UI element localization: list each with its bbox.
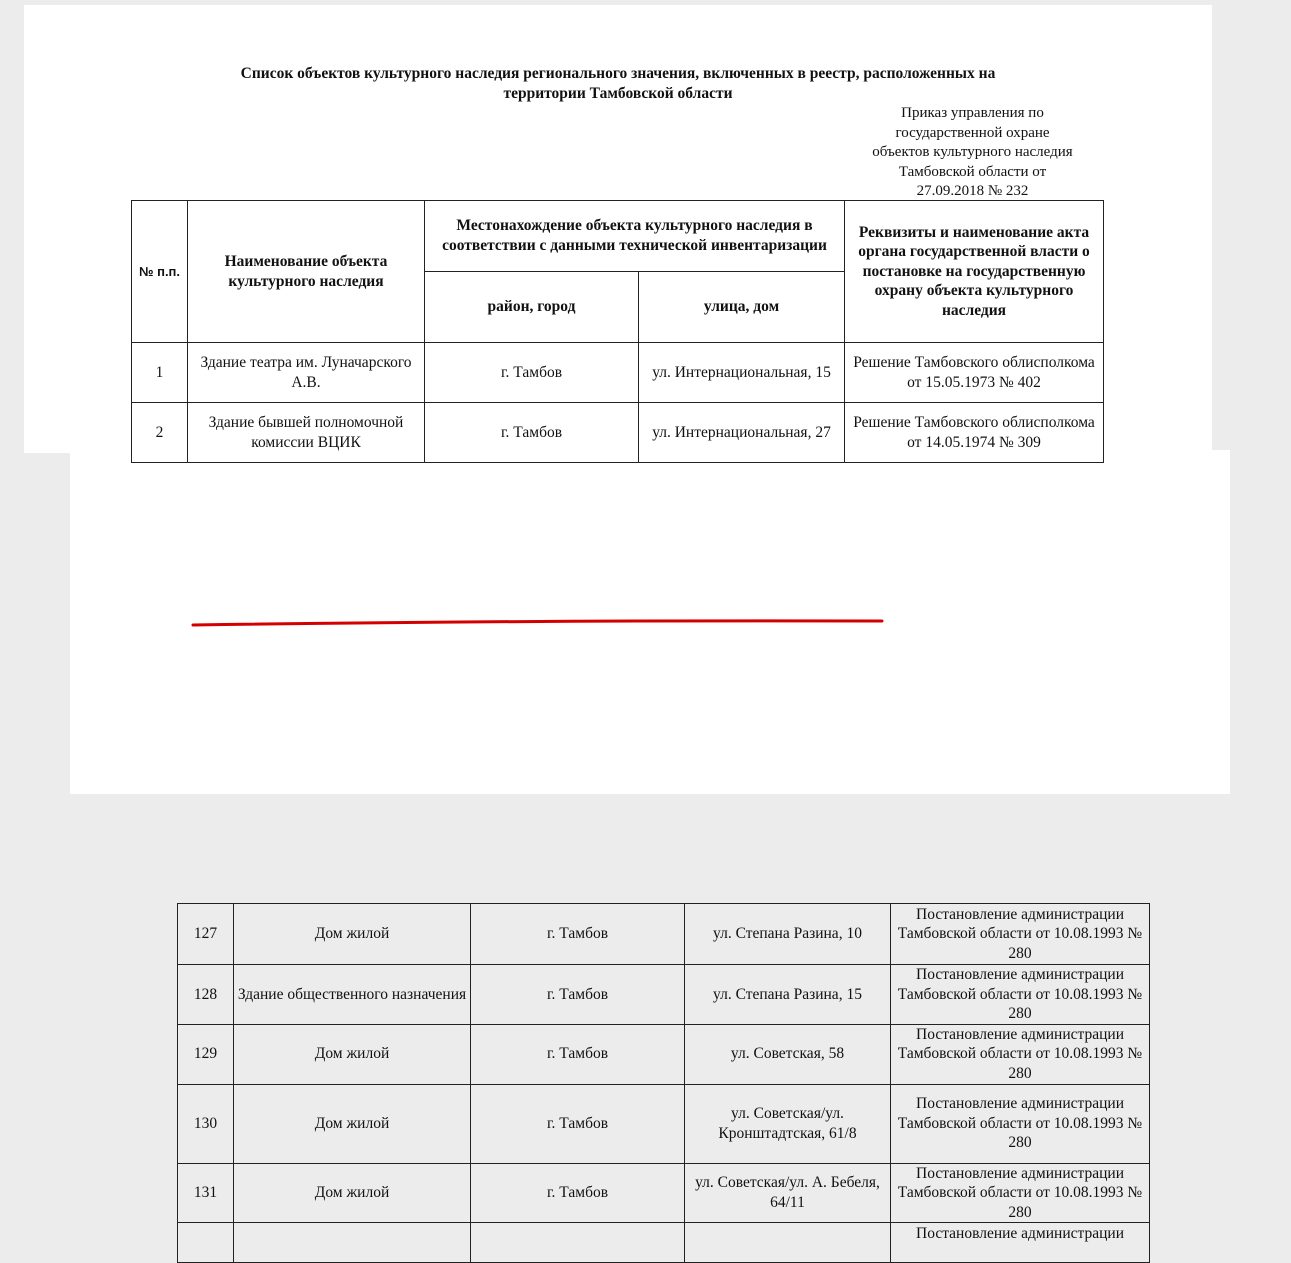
cell-name: Дом жилой [234,1024,471,1084]
cell-name [234,1223,471,1263]
header-act: Реквизиты и наименование акта органа государственной власти о постановке на государственную охрану объекта культурного наследия [845,201,1104,343]
cell-name: Здание театра им. Луначарского А.В. [188,343,425,403]
cell-act: Постановление администрации Тамбовской области от 10.08.1993 № 280 [891,904,1150,965]
cell-act: Решение Тамбовского облисполкома от 14.05.1974 № 309 [845,403,1104,463]
heritage-table-bottom [177,903,1150,1263]
table-row [132,343,1104,403]
order-line: Приказ управления по [901,105,1044,121]
bottom-table-region [0,450,1291,1243]
order-line: объектов культурного наследия [872,144,1073,161]
cell-city: г. Тамбов [471,1163,685,1223]
cell-act: Постановление администрации [891,1223,1150,1263]
title-line-1: Список объектов культурного наследия регионального значения, включенных в реестр, расположенных на [240,65,996,82]
cell-num: 2 [132,403,188,463]
table-row [178,1223,1150,1263]
cell-num [178,1223,234,1263]
cell-street: ул. Советская/ул. А. Бебеля, 64/11 [685,1163,891,1223]
cell-street: ул. Интернациональная, 15 [639,343,845,403]
top-table-region [0,0,1291,451]
cell-street: ул. Советская/ул. Кронштадтская, 61/8 [685,1084,891,1163]
cell-act: Постановление администрации Тамбовской области от 10.08.1993 № 280 [891,965,1150,1025]
header-name: Наименование объекта культурного наследия [188,201,425,343]
cell-city: г. Тамбов [425,403,639,463]
cell-city: г. Тамбов [425,343,639,403]
cell-name: Дом жилой [234,1163,471,1223]
table-row [178,1163,1150,1223]
cell-num: 131 [178,1163,234,1223]
cell-num: 130 [178,1084,234,1163]
cell-num: 129 [178,1024,234,1084]
header-location: Местонахождение объекта культурного наследия в соответствии с данными технической инвентаризации [425,201,845,272]
cell-city [471,1223,685,1263]
cell-act: Постановление администрации Тамбовской области от 10.08.1993 № 280 [891,1084,1150,1163]
cell-num: 1 [132,343,188,403]
cell-city: г. Тамбов [471,904,685,965]
header-district: район, город [425,272,639,343]
table-row [178,1084,1150,1163]
table-row-highlighted [178,1024,1150,1084]
cell-city: г. Тамбов [471,1024,685,1084]
title-line-2: территории Тамбовской области [503,85,733,102]
cell-city: г. Тамбов [471,965,685,1025]
cell-name: Дом жилой [234,1084,471,1163]
cell-num: 127 [178,904,234,965]
cell-name: Здание общественного назначения [234,965,471,1025]
order-line: 27.09.2018 № 232 [916,183,1029,200]
cell-num: 128 [178,965,234,1025]
cell-act: Постановление администрации Тамбовской области от 10.08.1993 № 280 [891,1024,1150,1084]
order-line: государственной охране [895,124,1050,141]
cell-name: Дом жилой [234,904,471,965]
cell-street: ул. Степана Разина, 15 [685,965,891,1025]
header-street: улица, дом [639,272,845,343]
header-num: № п.п. [132,201,188,343]
cell-street: ул. Советская, 58 [685,1024,891,1084]
table-row [178,904,1150,965]
cell-act: Постановление администрации Тамбовской области от 10.08.1993 № 280 [891,1163,1150,1223]
cell-street: ул. Интернациональная, 27 [639,403,845,463]
heritage-table-top [131,200,1104,463]
cell-name: Здание бывшей полномочной комиссии ВЦИК [188,403,425,463]
order-line: Тамбовской области от [898,163,1047,180]
cell-street: ул. Степана Разина, 10 [685,904,891,965]
cell-act: Решение Тамбовского облисполкома от 15.05.1973 № 402 [845,343,1104,403]
cell-street [685,1223,891,1263]
table-row [178,965,1150,1025]
cell-city: г. Тамбов [471,1084,685,1163]
